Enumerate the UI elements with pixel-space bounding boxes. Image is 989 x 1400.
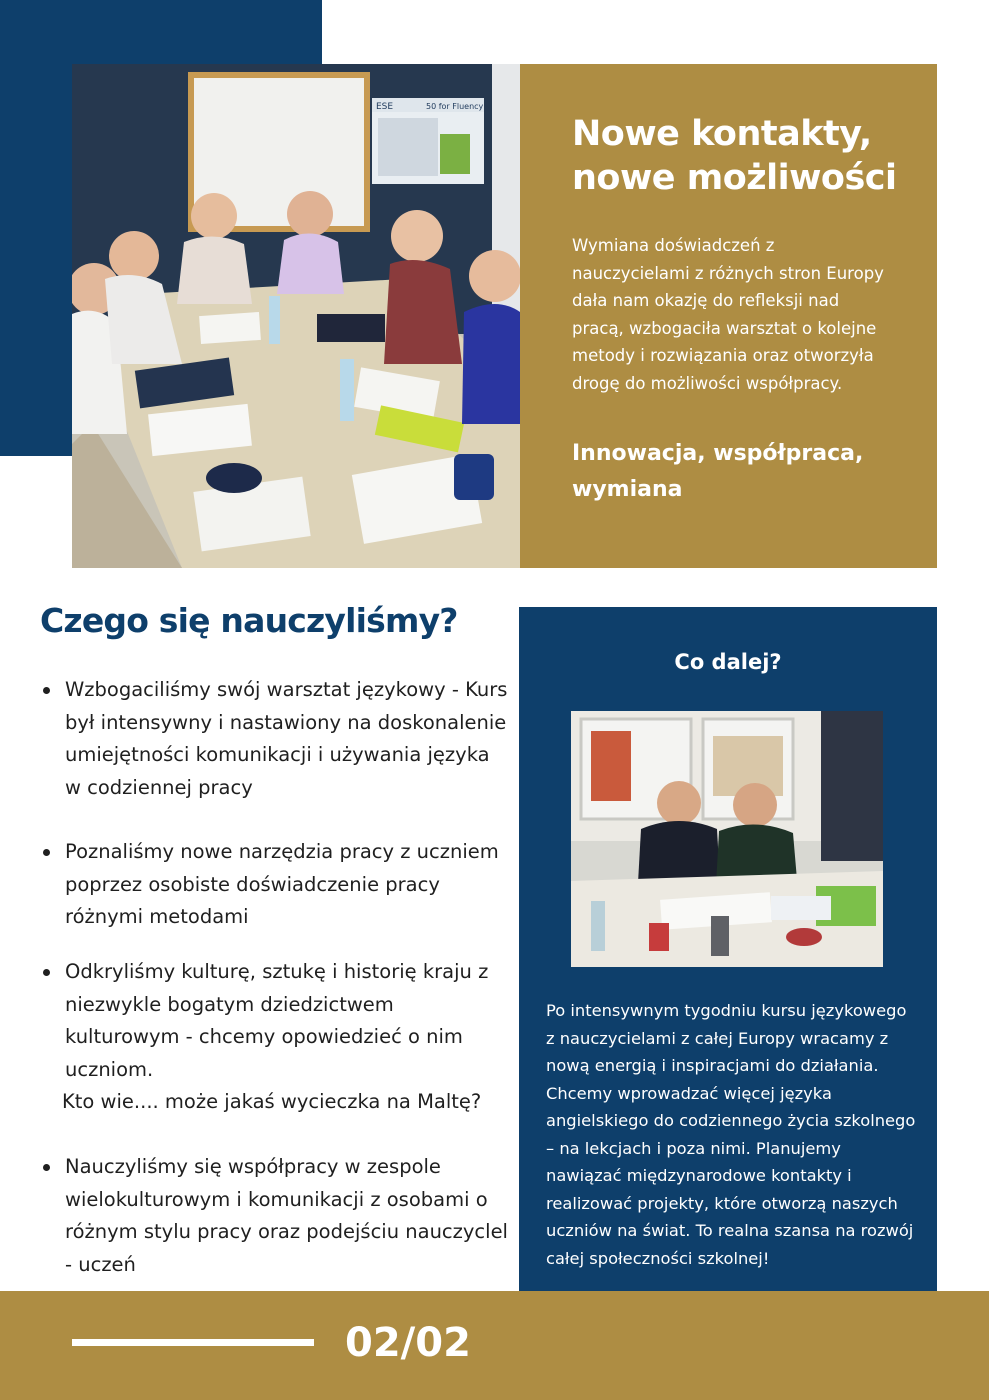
footer-divider-line [72, 1339, 314, 1346]
intro-text: Wymiana doświadczeń z nauczycielami z różnych stron Europy dała nam okazję do refleksji nad pracą, wzbogaciła warsztat o kolejne metody i rozwiązania oraz otworzyła drogę do możliwości współpracy. [572, 236, 884, 393]
list-item [40, 674, 510, 804]
list-item [40, 956, 510, 1119]
list-item-text: Odkryliśmy kulturę, sztukę i historię kraju z niezwykle bogatym dziedzictwem kulturowym - chcemy opowiedzieć o nim uczniom. [65, 960, 489, 1081]
list-item-text: Wzbogaciliśmy swój warsztat językowy - Kurs był intensywny i nastawiony na doskonalenie umiejętności komunikacji i używania języka w codziennej pracy [65, 678, 508, 799]
bullet-icon [43, 687, 50, 694]
next-steps-title: Co dalej? [674, 650, 782, 674]
next-steps-text: Po intensywnym tygodniu kursu językowego z nauczycielami z całej Europy wracamy z nową energią i inspiracjami do działania. Chcemy wprowadzać więcej języka angielskiego do codziennego życia szkolnego – na lekcjach i poza nimi. Planujemy nawiązać międzynarodowe kontakty i realizować projekty, które otworzą naszych uczniów na świat. To realna szansa na rozwój całej społeczności szkolnej! [546, 1001, 916, 1268]
list-item-text: Poznaliśmy nowe narzędzia pracy z uczniem poprzez osobiste doświadczenie pracy różnymi metodami [65, 840, 499, 928]
tagline: Innowacja, współpraca, wymiana [572, 441, 864, 502]
bullet-icon [43, 1164, 50, 1171]
poster-fluency-sign: 50 for Fluency [426, 102, 484, 111]
bullet-icon [43, 849, 50, 856]
list-item-text: Nauczyliśmy się współpracy w zespole wielokulturowym i komunikacji z osobami o różnym stylu pracy oraz podejściu nauczyclel - uczeń [65, 1155, 508, 1276]
hero-title [572, 112, 922, 200]
next-steps-panel [519, 607, 937, 1326]
poster-ese-sign: ESE [376, 102, 394, 112]
teachers-group-photo [72, 64, 520, 568]
list-item [40, 1151, 510, 1281]
intro-panel [520, 64, 937, 568]
two-teachers-photo [571, 711, 883, 967]
list-item-extra-text: Kto wie.... może jakaś wycieczka na Maltę? [62, 1090, 482, 1113]
bullet-icon [43, 969, 50, 976]
hero-title-line2: nowe możliwości [572, 158, 897, 198]
learned-section-title: Czego się nauczyliśmy? [40, 601, 458, 640]
list-item [40, 836, 510, 934]
page-number: 02/02 [345, 1320, 471, 1366]
hero-title-line1: Nowe kontakty, [572, 114, 872, 154]
